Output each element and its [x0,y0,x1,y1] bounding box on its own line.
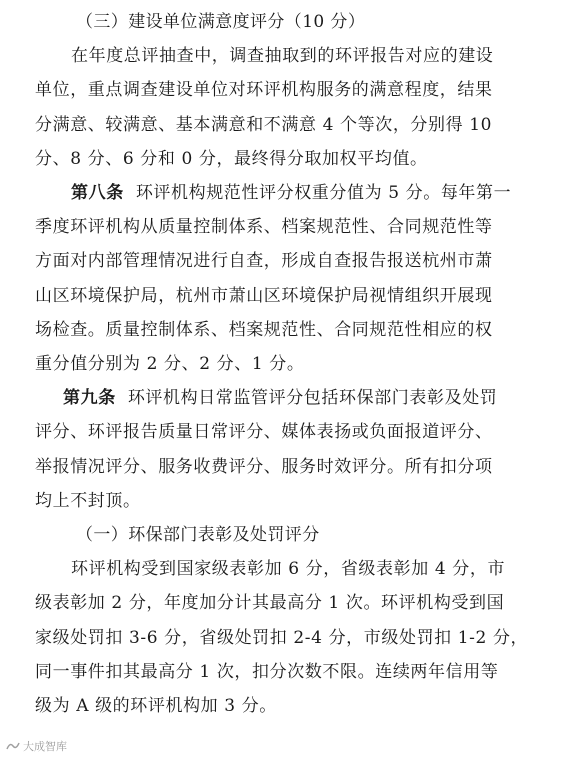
article-9-first-line [63,387,497,409]
article-9-title: 第九条 [63,388,116,408]
article-9-first-line-text: 环评机构日常监管评分包括环保部门表彰及处罚 [127,388,498,408]
article-9-line-2: 评分、环评报告质量日常评分、媒体表扬或负面报道评分、 [35,422,493,442]
article-8-first-line-text: 环评机构规范性评分权重分值为 5 分。每年第一 [135,183,512,203]
article-8-line-5: 场检查。质量控制体系、档案规范性、合同规范性相应的权 [35,320,493,340]
watermark [6,738,67,754]
article-8-first-line [71,182,511,204]
subsection-1-heading: （一）环保部门表彰及处罚评分 [76,525,320,545]
section-3-line-3: 分满意、较满意、基本满意和不满意 4 个等次，分别得 10 [35,115,493,135]
section-3-line-4: 分、8 分、6 分和 0 分，最终得分取加权平均值。 [35,149,428,169]
subsection-1-line-5: 级为 A 级的环评机构加 3 分。 [35,696,277,716]
subsection-1-line-2: 级表彰加 2 分，年度加分计其最高分 1 次。环评机构受到国 [35,593,505,613]
subsection-1-line-4: 同一事件扣其最高分 1 次，扣分次数不限。连续两年信用等 [35,662,499,682]
article-8-line-4: 山区环境保护局，杭州市萧山区环境保护局视情组织开展现 [35,286,493,306]
watermark-text: 大成智库 [23,740,67,753]
section-3-line-1: 在年度总评抽查中，调查抽取到的环评报告对应的建设 [71,46,494,66]
section-3-line-2: 单位，重点调查建设单位对环评机构服务的满意程度，结果 [35,80,493,100]
subsection-1-line-3: 家级处罚扣 3-6 分，省级处罚扣 2-4 分，市级处罚扣 1-2 分， [35,628,529,648]
article-9-line-4: 均上不封顶。 [35,491,141,511]
article-9-line-3: 举报情况评分、服务收费评分、服务时效评分。所有扣分项 [35,457,493,477]
watermark-logo-icon [6,741,20,751]
subsection-1-line-1: 环评机构受到国家级表彰加 6 分，省级表彰加 4 分，市 [71,559,506,579]
article-8-line-6: 重分值分别为 2 分、2 分、1 分。 [35,354,305,374]
article-8-title: 第八条 [71,183,124,203]
section-3-heading: （三）建设单位满意度评分（10 分） [76,12,366,32]
article-8-line-2: 季度环评机构从质量控制体系、档案规范性、合同规范性等 [35,217,493,237]
article-8-line-3: 方面对内部管理情况进行自查，形成自查报告报送杭州市萧 [35,251,493,271]
